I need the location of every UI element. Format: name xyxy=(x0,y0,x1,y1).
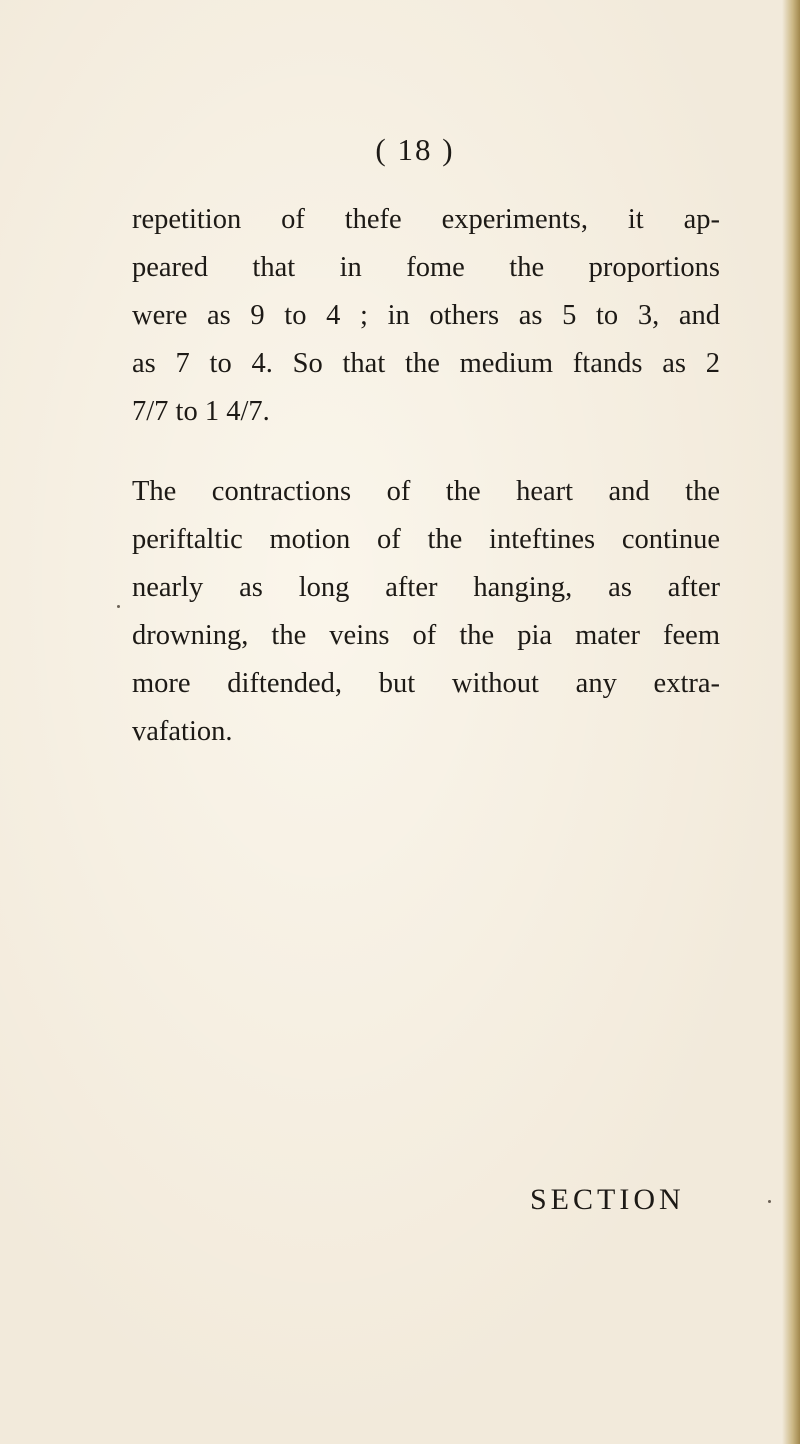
paragraph-1 xyxy=(132,196,720,436)
paragraph-2-line-5: more diftended, but without any extra- xyxy=(132,668,720,699)
paragraph-1-line-3: were as 9 to 4 ; in others as 5 to 3, and xyxy=(132,300,720,331)
ink-speck xyxy=(768,1200,771,1203)
page-gutter-edge xyxy=(782,0,800,1444)
page-number: ( 18 ) xyxy=(375,132,455,167)
ink-speck xyxy=(117,605,120,608)
paragraph-1-line-4: as 7 to 4. So that the medium ftands as 2 xyxy=(132,348,720,379)
paragraph-1-line-5: 7/7 to 1 4/7. xyxy=(132,396,270,427)
catchword: SECTION xyxy=(530,1183,685,1216)
paragraph-2-line-4: drowning, the veins of the pia mater feem xyxy=(132,620,720,651)
paragraph-2-line-6: vafation. xyxy=(132,716,233,747)
paragraph-2-line-1: The contractions of the heart and the xyxy=(132,476,720,507)
paragraph-1-line-1: repetition of thefe experiments, it ap- xyxy=(132,204,720,235)
paragraph-2-line-3: nearly as long after hanging, as after xyxy=(132,572,720,603)
paragraph-2-line-2: periftaltic motion of the inteftines continue xyxy=(132,524,720,555)
paragraph-2 xyxy=(132,468,720,756)
paragraph-1-line-2: peared that in fome the proportions xyxy=(132,252,720,283)
